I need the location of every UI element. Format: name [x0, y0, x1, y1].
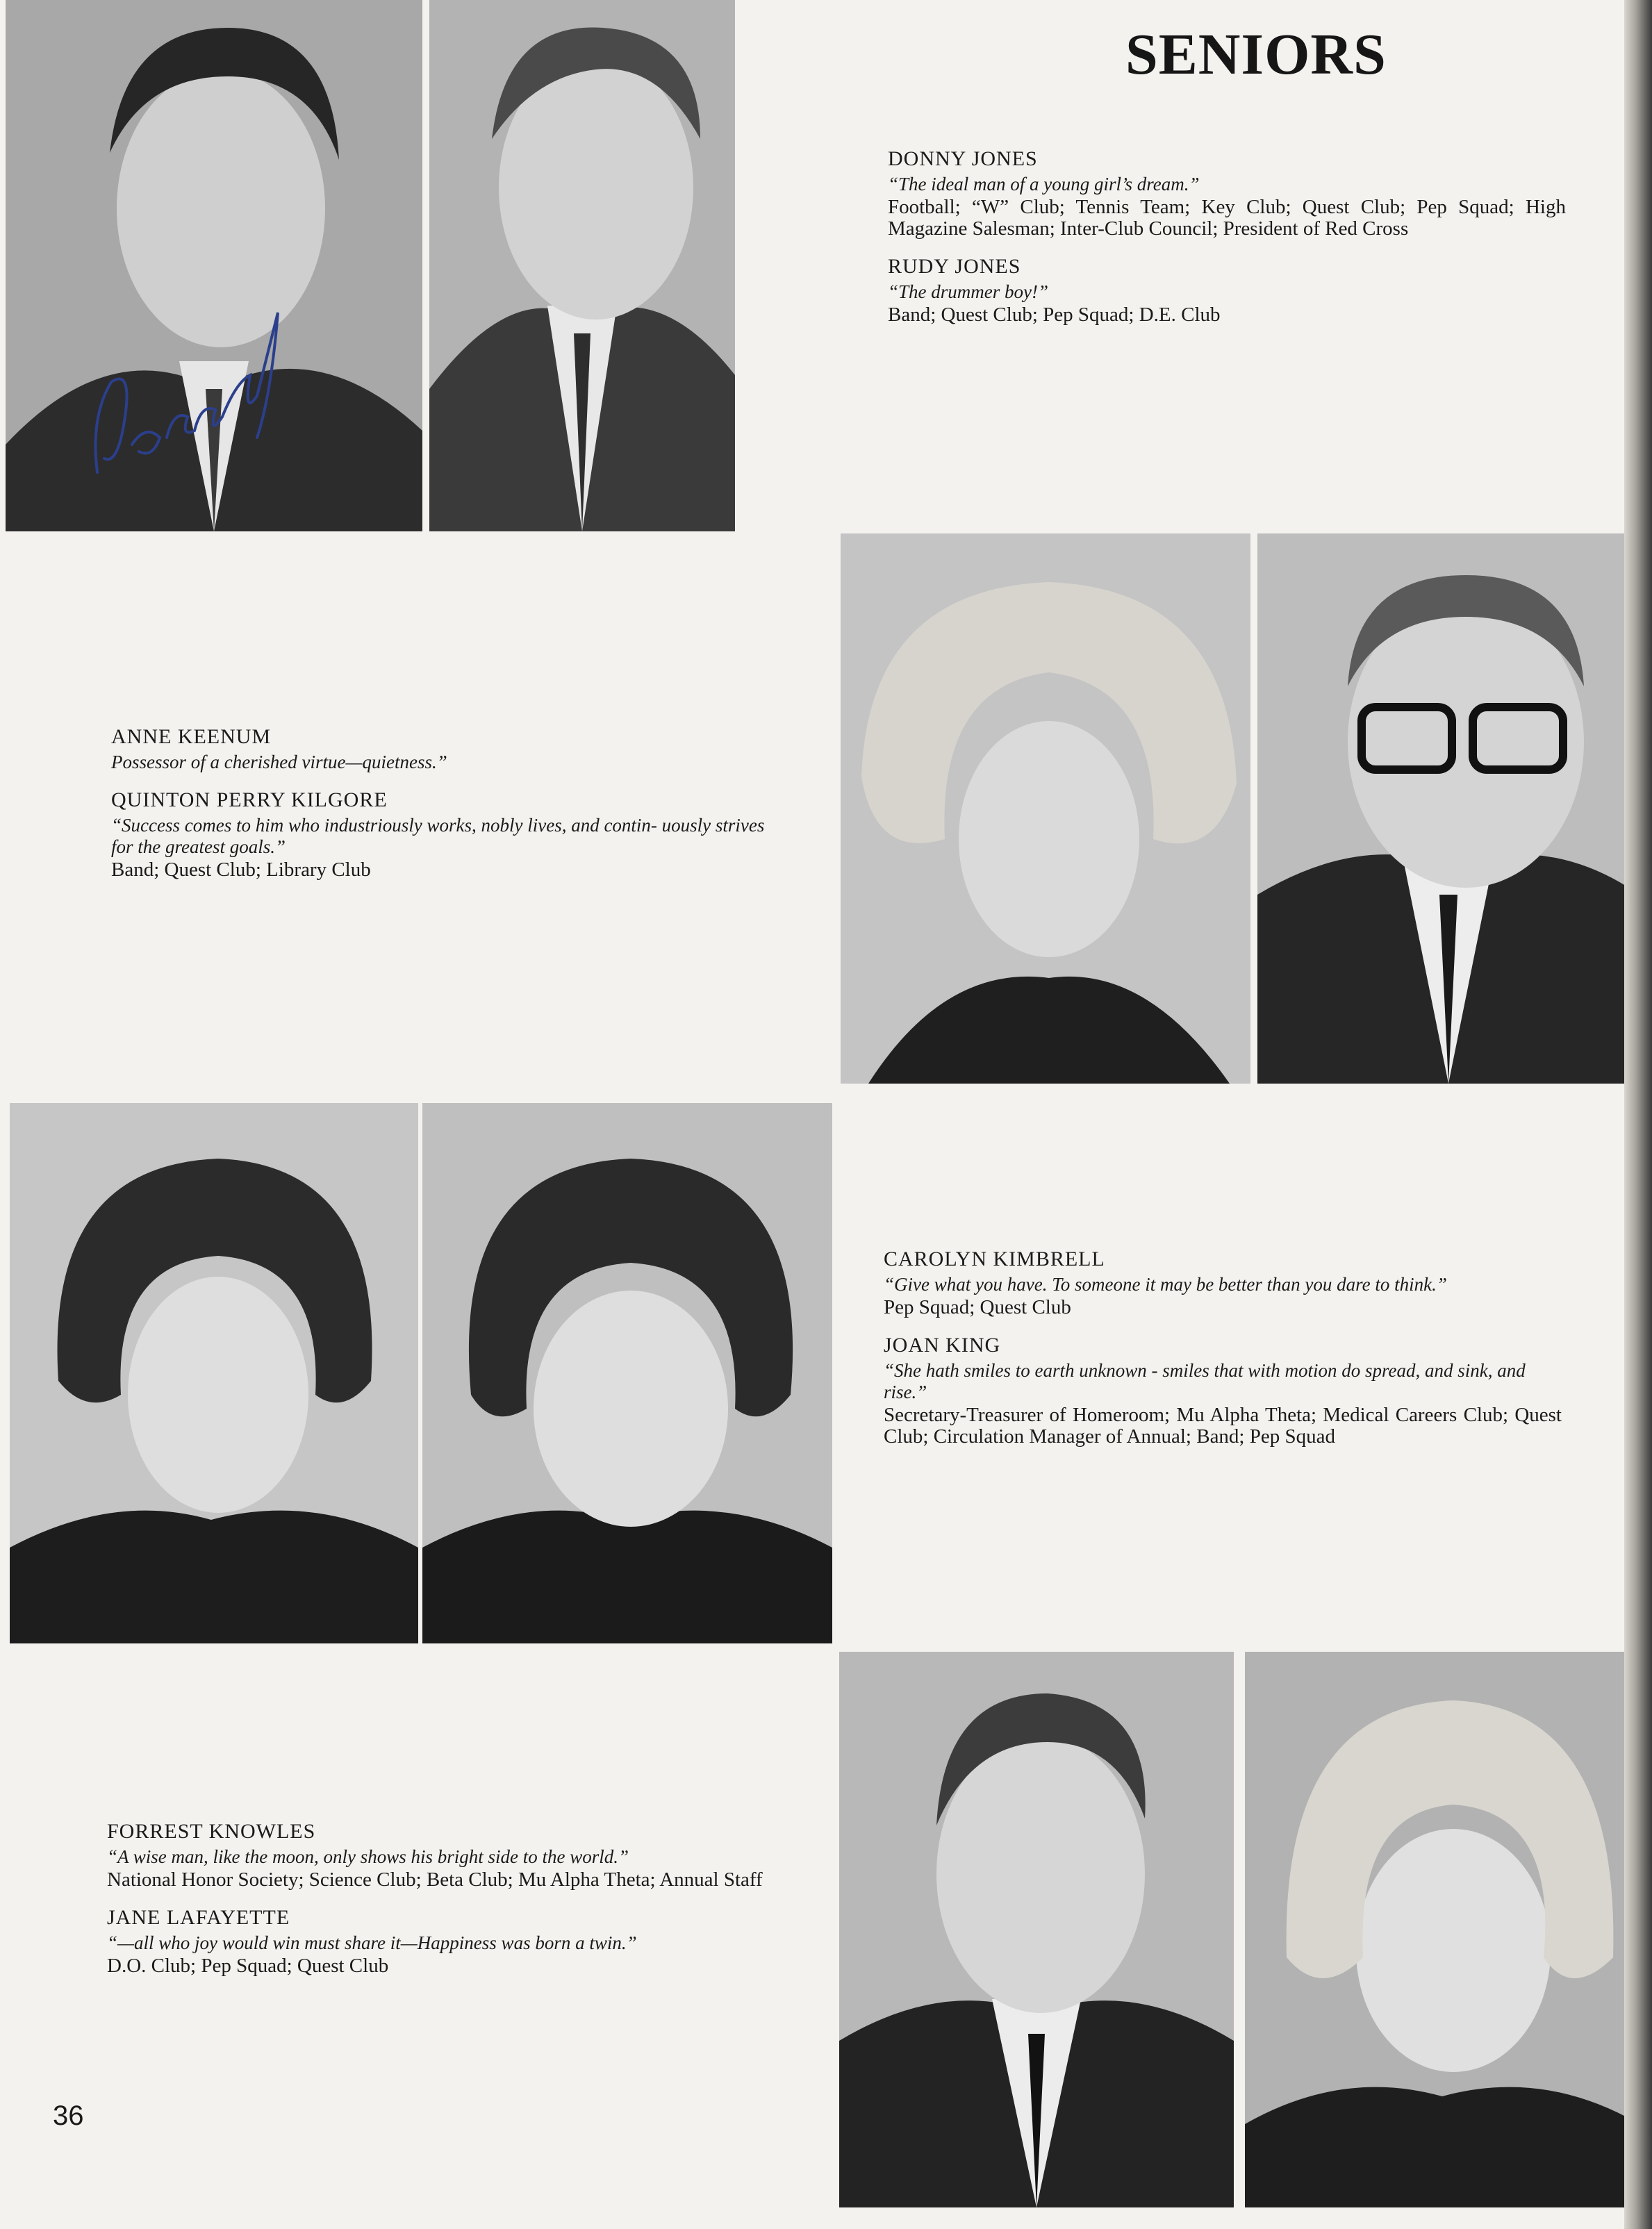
page-title: SENIORS [1125, 22, 1387, 87]
student-name: FORREST KNOWLES [107, 1820, 316, 1843]
student-quote: “The drummer boy!” [888, 281, 1049, 302]
student-quote: “The ideal man of a young girl’s dream.” [888, 174, 1200, 194]
bio-entry [111, 725, 785, 773]
student-name: ANNE KEENUM [111, 725, 272, 748]
bio-entry [107, 1906, 795, 1977]
student-quote: “A wise man, like the moon, only shows his bright side to the world.” [107, 1846, 629, 1867]
bio-entry [107, 1820, 795, 1891]
book-spine-shadow [1624, 0, 1652, 2229]
student-activities: Band; Quest Club; Library Club [111, 859, 371, 881]
bio-group-1 [888, 147, 1566, 341]
photo-carolyn-kimbrell [10, 1103, 418, 1643]
student-activities: Pep Squad; Quest Club [884, 1296, 1071, 1318]
bio-group-4 [107, 1820, 795, 1992]
bio-entry [111, 788, 785, 881]
student-activities: Football; “W” Club; Tennis Team; Key Club; Quest Club; Pep Squad; High Magazine Salesman; Inter-Club Council; President of Red Cross [888, 196, 1566, 240]
student-name: CAROLYN KIMBRELL [884, 1248, 1105, 1270]
photo-rudy-jones [429, 0, 735, 531]
photo-forrest-knowles [839, 1652, 1234, 2207]
student-activities: D.O. Club; Pep Squad; Quest Club [107, 1955, 389, 1977]
bio-entry [884, 1248, 1562, 1318]
page-number: 36 [53, 2100, 84, 2131]
student-quote: “She hath smiles to earth unknown - smiles that with motion do spread, and sink, and rise.” [884, 1360, 1526, 1402]
bio-entry [888, 255, 1566, 326]
signature [83, 299, 292, 493]
bio-entry [888, 147, 1566, 240]
student-name: JOAN KING [884, 1334, 1001, 1357]
bio-group-3 [884, 1248, 1562, 1463]
photo-joan-king [422, 1103, 832, 1643]
student-name: RUDY JONES [888, 255, 1021, 278]
student-name: JANE LAFAYETTE [107, 1906, 290, 1929]
student-quote: Possessor of a cherished virtue—quietness.” [111, 752, 447, 772]
student-activities: Secretary-Treasurer of Homeroom; Mu Alpha Theta; Medical Careers Club; Quest Club; Circulation Manager of Annual; Band; Pep Squad [884, 1404, 1562, 1448]
student-activities: Band; Quest Club; Pep Squad; D.E. Club [888, 304, 1221, 326]
student-name: DONNY JONES [888, 147, 1038, 170]
photo-jane-lafayette [1245, 1652, 1639, 2207]
student-name: QUINTON PERRY KILGORE [111, 788, 388, 811]
student-quote: “—all who joy would win must share it—Happiness was born a twin.” [107, 1932, 637, 1953]
bio-entry [884, 1334, 1562, 1448]
student-quote: “Give what you have. To someone it may be better than you dare to think.” [884, 1274, 1447, 1295]
student-activities: National Honor Society; Science Club; Beta Club; Mu Alpha Theta; Annual Staff [107, 1868, 763, 1891]
photo-quinton-perry-kilgore [1257, 533, 1639, 1084]
photo-anne-keenum [841, 533, 1250, 1084]
student-quote: “Success comes to him who industriously works, nobly lives, and contin- uously strives for the greatest goals.” [111, 815, 765, 857]
bio-group-2 [111, 725, 785, 896]
